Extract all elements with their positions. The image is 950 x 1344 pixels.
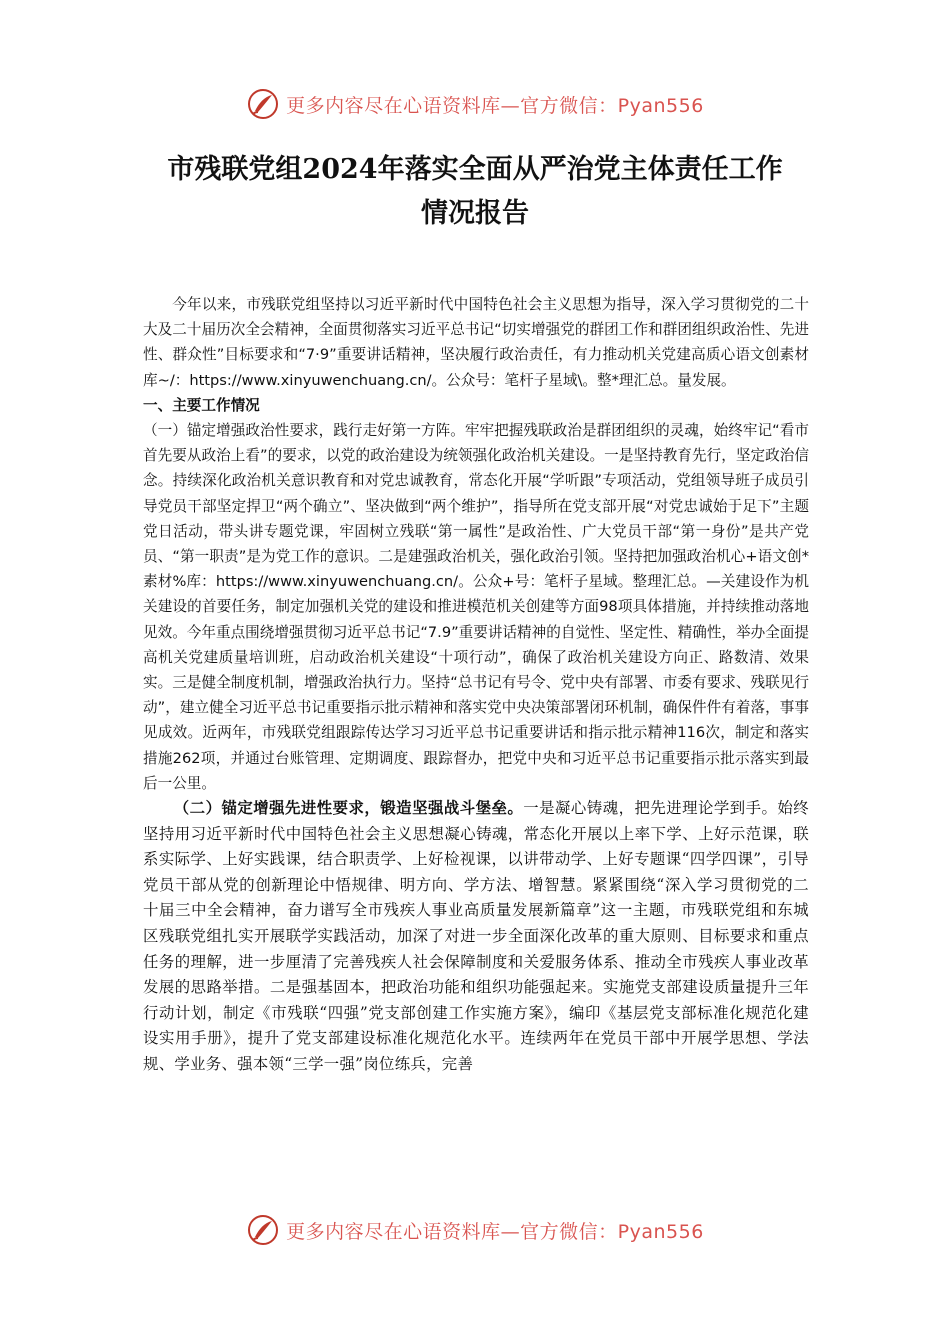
header-banner [0, 84, 950, 124]
banner-text: 更多内容尽在心语资料库—官方微信：Pyan556 [286, 1220, 704, 1243]
page-title [100, 148, 850, 236]
banner-wechat-id: Pyan556 [617, 1220, 704, 1243]
paragraph-1: （一）锚定增强政治性要求，践行走好第一方阵。牢牢把握残联政治是群团组织的灵魂，始终牢记“看市首先要从政治上看”的要求，以党的政治建设为统领强化政治机关建设。一是坚持教育先行，坚定政治信念。持续深化政治机关意识教育和对党忠诚教育，常态化开展“学听跟”专项活动，党组领导班子成员引导党员干部坚定捍卫“两个确立”、坚决做到“两个维护”，指导所在党支部开展“对党忠诚始于足下”主题党日活动，带头讲专题党课，牢固树立残联“第一属性”是政治性、广大党员干部“第一身份”是共产党员、“第一职责”是为党工作的意识。二是建强政治机关，强化政治引领。坚持把加强政治机心+语文创*素材%库：https://www.xinyuwenchuang.cn/。公众+号：笔杆子星域。整理汇总。—关建设作为机关建设的首要任务，制定加强机关党的建设和推进模范机关创建等方面98项具体措施，并持续推动落地见效。今年重点围绕增强贯彻习近平总书记“7.9”重要讲话精神的自觉性、坚定性、精确性，举办全面提高机关党建质量培训班，启动政治机关建设“十项行动”，确保了政治机关建设方向正、路数清、效果实。三是健全制度机制，增强政治执行力。坚持“总书记有号令、党中央有部署、市委有要求、残联见行动”，建立健全习近平总书记重要指示批示精神和落实党中央决策部署闭环机制，确保件件有着落，事事见成效。近两年，市残联党组跟踪传达学习习近平总书记重要讲话和指示批示精神116次，制定和落实措施262项，并通过台账管理、定期调度、跟踪督办，把党中央和习近平总书记重要指示批示落实到最后一公里。 [143, 422, 809, 792]
section-heading: 一、主要工作情况 [143, 396, 260, 414]
title-line-2: 情况报告 [421, 198, 529, 229]
document-body [143, 292, 809, 1078]
banner-wechat-id: Pyan556 [617, 94, 704, 117]
paragraph-2-body: 一是凝心铸魂，把先进理论学到手。始终坚持用习近平新时代中国特色社会主义思想凝心铸魂，常态化开展以上率下学、上好示范课，联系实际学、上好实践课，结合职责学、上好检视课，以讲带动学、上好专题课“四学四课”，引导党员干部从党的创新理论中悟规律、明方向、学方法、增智慧。紧紧围绕“深入学习贯彻党的二十届三中全会精神，奋力谱写全市残疾人事业高质量发展新篇章”这一主题，市残联党组和东城区残联党组扎实开展联学实践活动，加深了对进一步全面深化改革的重大原则、目标要求和重点任务的理解，进一步厘清了完善残疾人社会保障制度和关爱服务体系、推动全市残疾人事业改革发展的思路举措。二是强基固本，把政治功能和组织功能强起来。实施党支部建设质量提升三年行动计划，制定《市残联“四强”党支部创建工作实施方案》，编印《基层党支部标准化规范化建设实用手册》，提升了党支部建设标准化规范化水平。连续两年在党员干部中开展学思想、学法规、学业务、强本领“三学一强”岗位练兵，完善 [143, 799, 809, 1073]
paragraph-2-heading: （二）锚定增强先进性要求，锻造坚强战斗堡垒。 [173, 799, 524, 818]
banner-text: 更多内容尽在心语资料库—官方微信：Pyan556 [286, 94, 704, 117]
brush-logo-icon [246, 1213, 280, 1247]
footer-banner [0, 1210, 950, 1250]
brush-logo-icon [246, 87, 280, 121]
paragraph-2 [143, 796, 809, 1078]
intro-paragraph: 今年以来，市残联党组坚持以习近平新时代中国特色社会主义思想为指导，深入学习贯彻党的二十大及二十届历次全会精神，全面贯彻落实习近平总书记“切实增强党的群团工作和群团组织政治性、先进性、群众性”目标要求和“7·9”重要讲话精神，坚决履行政治责任，有力推动机关党建高质心语文创素材库~/：https://www.xinyuwenchuang.cn/。公众号：笔杆子星域\。整*理汇总。量发展。 [143, 296, 809, 389]
title-line-1: 市残联党组2024年落实全面从严治党主体责任工作 [167, 154, 783, 185]
